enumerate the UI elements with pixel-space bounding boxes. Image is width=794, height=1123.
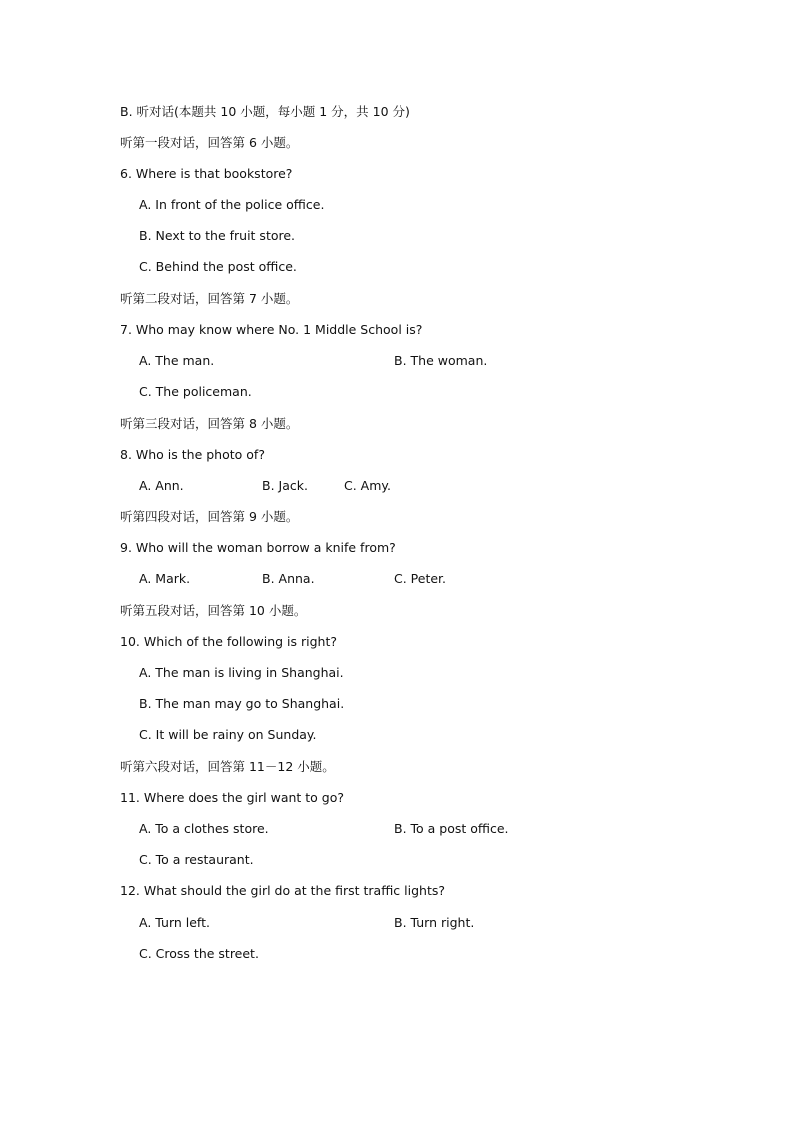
answer-option: B. To a post office.: [394, 821, 509, 836]
dialogue-instruction: 听第四段对话，回答第 9 小题。: [120, 509, 299, 524]
question-stem: 12. What should the girl do at the first traffic lights?: [120, 883, 445, 898]
question-stem: 9. Who will the woman borrow a knife from?: [120, 540, 396, 555]
answer-option: A. Ann.: [139, 478, 184, 493]
question-stem: 7. Who may know where No. 1 Middle School is?: [120, 322, 423, 337]
answer-option: C. Amy.: [344, 478, 391, 493]
answer-option: C. The policeman.: [139, 384, 252, 399]
answer-option: A. The man is living in Shanghai.: [139, 665, 344, 680]
answer-option: B. Turn right.: [394, 915, 475, 930]
answer-option: B. Jack.: [262, 478, 308, 493]
answer-option: A. Turn left.: [139, 915, 210, 930]
answer-option: B. Anna.: [262, 571, 315, 586]
answer-option: C. It will be rainy on Sunday.: [139, 727, 317, 742]
answer-option: C. Cross the street.: [139, 946, 259, 961]
dialogue-instruction: 听第三段对话，回答第 8 小题。: [120, 416, 299, 431]
answer-option: A. To a clothes store.: [139, 821, 269, 836]
answer-option: C. Peter.: [394, 571, 447, 586]
answer-option: A. In front of the police office.: [139, 197, 325, 212]
answer-option: B. The man may go to Shanghai.: [139, 696, 345, 711]
answer-option: C. Behind the post office.: [139, 259, 297, 274]
question-stem: 6. Where is that bookstore?: [120, 166, 293, 181]
section-heading: B. 听对话(本题共 10 小题，每小题 1 分，共 10 分): [120, 104, 410, 119]
question-stem: 8. Who is the photo of?: [120, 447, 265, 462]
question-stem: 10. Which of the following is right?: [120, 634, 338, 649]
answer-option: B. The woman.: [394, 353, 488, 368]
dialogue-instruction: 听第二段对话，回答第 7 小题。: [120, 291, 299, 306]
dialogue-instruction: 听第六段对话，回答第 11－12 小题。: [120, 759, 335, 774]
answer-option: B. Next to the fruit store.: [139, 228, 296, 243]
dialogue-instruction: 听第五段对话，回答第 10 小题。: [120, 603, 307, 618]
question-stem: 11. Where does the girl want to go?: [120, 790, 345, 805]
answer-option: C. To a restaurant.: [139, 852, 254, 867]
answer-option: A. The man.: [139, 353, 215, 368]
answer-option: A. Mark.: [139, 571, 191, 586]
dialogue-instruction: 听第一段对话，回答第 6 小题。: [120, 135, 299, 150]
